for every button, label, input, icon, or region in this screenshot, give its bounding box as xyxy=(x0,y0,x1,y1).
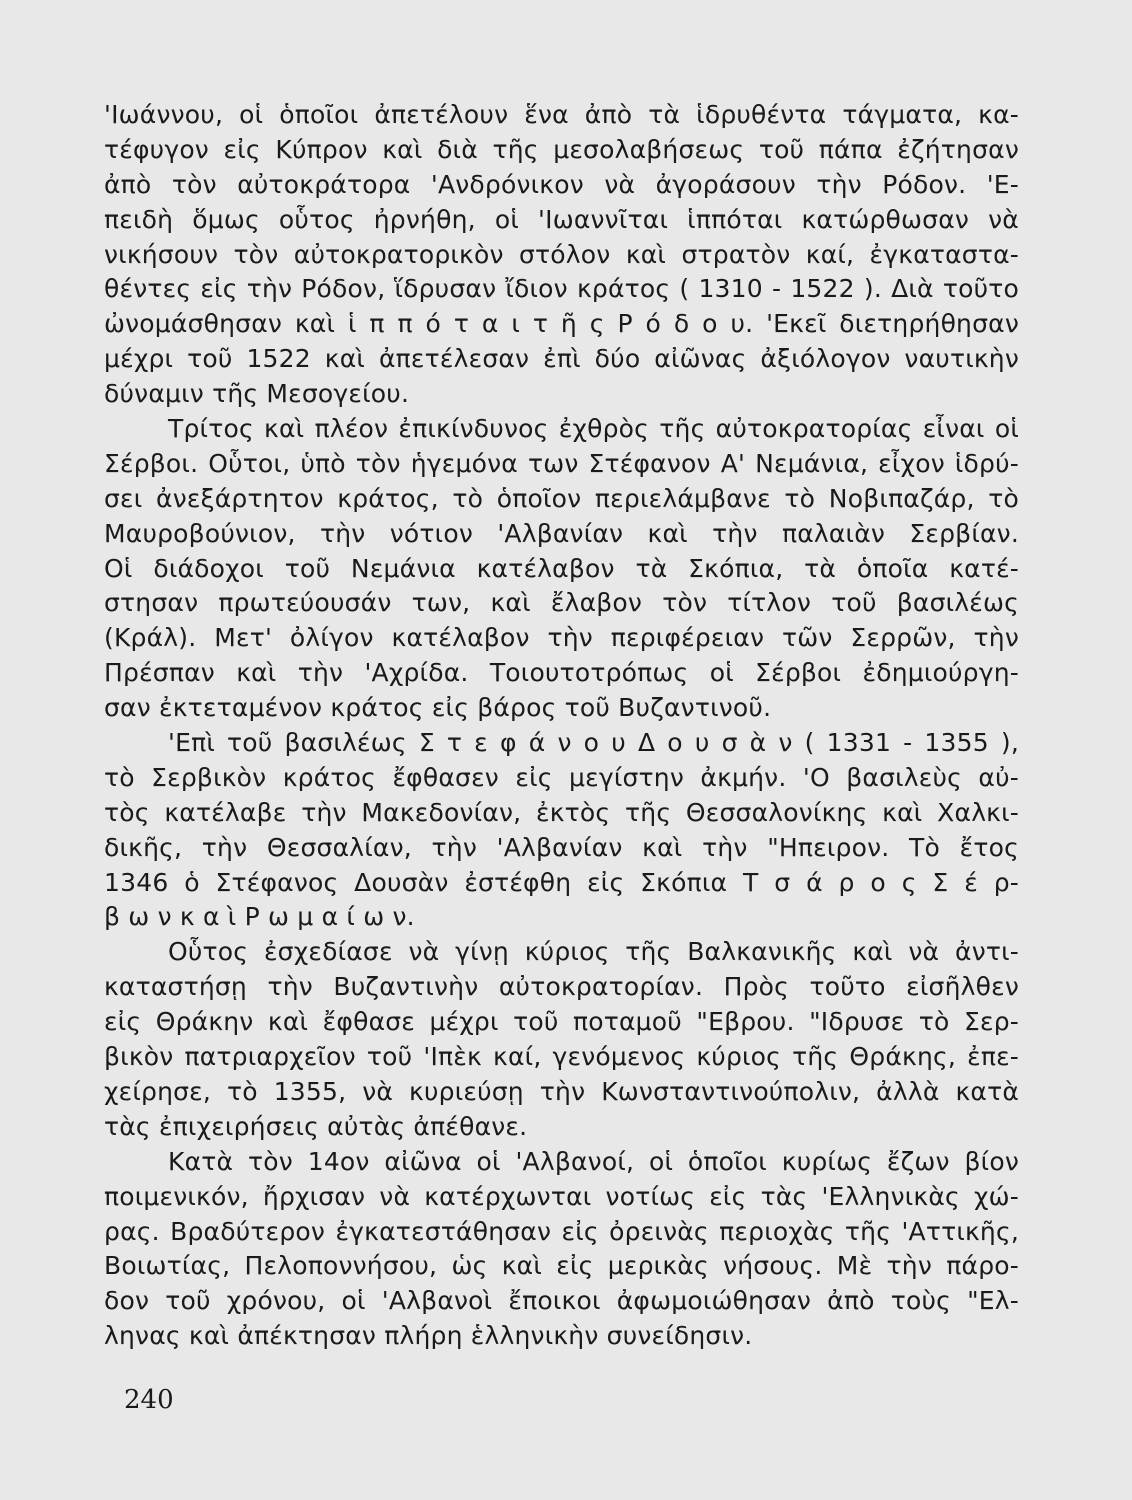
text-line: Πρέσπαν καὶ τὴν 'Αχρίδα. Τοιουτοτρόπως οἱ Σέρβοι ἐδημιούργη- xyxy=(104,658,1019,688)
page-number: 240 xyxy=(124,1385,174,1415)
paragraph-first-line: 'Επὶ τοῦ βασιλέως Σ τ ε φ ά ν ο υ Δ ο υ σ ὰ ν ( 1331 - 1355 ), xyxy=(168,728,1019,758)
text-line: Βοιωτίας, Πελοποννήσου, ὡς καὶ εἰς μερικὰς νήσους. Μὲ τὴν πάρο- xyxy=(104,1251,1019,1281)
text-line: βικὸν πατριαρχεῖον τοῦ 'Ιπὲκ καί, γενόμενος κύριος τῆς Θράκης, ἐπε- xyxy=(104,1042,1019,1072)
text-line: πειδὴ ὅμως οὗτος ἠρνήθη, οἱ 'Ιωαννῖται ἱππόται κατώρθωσαν νὰ xyxy=(104,204,1019,234)
text-line: νικήσουν τὸν αὐτοκρατορικὸν στόλον καὶ στρατὸν καί, ἐγκαταστα- xyxy=(104,239,1019,269)
text-line: Οἱ διάδοχοι τοῦ Νεμάνια κατέλαβον τὰ Σκόπια, τὰ ὁποῖα κατέ- xyxy=(104,553,1019,583)
body-text xyxy=(104,98,1019,1354)
text-line: β ω ν κ α ὶ Ρ ω μ α ί ω ν. xyxy=(104,902,415,932)
text-line: ρας. Βραδύτερον ἐγκατεστάθησαν εἰς ὀρεινὰς περιοχὰς τῆς 'Αττικῆς, xyxy=(104,1216,1019,1246)
text-line: δικῆς, τὴν Θεσσαλίαν, τὴν 'Αλβανίαν καὶ τὴν "Ηπειρον. Τὸ ἔτος xyxy=(104,832,1019,862)
paragraph-first-line: Οὗτος ἐσχεδίασε νὰ γίνῃ κύριος τῆς Βαλκανικῆς καὶ νὰ ἀντι- xyxy=(168,937,1019,967)
text-line: Μαυροβούνιον, τὴν νότιον 'Αλβανίαν καὶ τὴν παλαιὰν Σερβίαν. xyxy=(104,518,1019,548)
text-line: ποιμενικόν, ἤρχισαν νὰ κατέρχωνται νοτίως εἰς τὰς 'Ελληνικὰς χώ- xyxy=(104,1181,1019,1211)
text-line: τὸς κατέλαβε τὴν Μακεδονίαν, ἐκτὸς τῆς Θεσσαλονίκης καὶ Χαλκι- xyxy=(104,797,1019,827)
text-line: ὠνομάσθησαν καὶ ἱ π π ό τ α ι τ ῆ ς Ρ ό δ ο υ. 'Εκεῖ διετηρήθησαν xyxy=(104,309,1019,339)
text-line: χείρησε, τὸ 1355, νὰ κυριεύσῃ τὴν Κωνσταντινούπολιν, ἀλλὰ κατὰ xyxy=(104,1076,1019,1106)
text-line: τὸ Σερβικὸν κράτος ἔφθασεν εἰς μεγίστην ἀκμήν. 'Ο βασιλεὺς αὐ- xyxy=(104,762,1019,792)
text-line: καταστήσῃ τὴν Βυζαντινὴν αὐτοκρατορίαν. Πρὸς τοῦτο εἰσῆλθεν xyxy=(104,972,1019,1002)
text-line: τέφυγον εἰς Κύπρον καὶ διὰ τῆς μεσολαβήσεως τοῦ πάπα ἐζήτησαν xyxy=(104,134,1019,164)
text-line: μέχρι τοῦ 1522 καὶ ἀπετέλεσαν ἐπὶ δύο αἰῶνας ἀξιόλογον ναυτικὴν xyxy=(104,344,1019,374)
text-line: 1346 ὁ Στέφανος Δουσὰν ἐστέφθη εἰς Σκόπια Τ σ ά ρ ο ς Σ έ ρ- xyxy=(104,867,1019,897)
text-line: ἀπὸ τὸν αὐτοκράτορα 'Ανδρόνικον νὰ ἀγοράσουν τὴν Ρόδον. 'Ε- xyxy=(104,169,1019,199)
text-line: εἰς Θράκην καὶ ἔφθασε μέχρι τοῦ ποταμοῦ "Εβρου. "Ιδρυσε τὸ Σερ- xyxy=(104,1007,1019,1037)
text-line: 'Ιωάννου, οἱ ὁποῖοι ἀπετέλουν ἕνα ἀπὸ τὰ ἱδρυθέντα τάγματα, κα- xyxy=(104,100,1019,129)
text-line: σαν ἐκτεταμένον κράτος εἰς βάρος τοῦ Βυζαντινοῦ. xyxy=(104,693,772,723)
text-line: δύναμιν τῆς Μεσογείου. xyxy=(104,379,410,409)
text-line: ληνας καὶ ἀπέκτησαν πλήρη ἑλληνικὴν συνείδησιν. xyxy=(104,1321,753,1351)
text-line: δον τοῦ χρόνου, οἱ 'Αλβανοὶ ἔποικοι ἀφωμοιώθησαν ἀπὸ τοὺς "Ελ- xyxy=(104,1286,1019,1316)
text-line: Σέρβοι. Οὗτοι, ὑπὸ τὸν ἡγεμόνα των Στέφανον Α' Νεμάνια, εἶχον ἱδρύ- xyxy=(104,448,1019,478)
text-line: τὰς ἐπιχειρήσεις αὐτὰς ἀπέθανε. xyxy=(104,1111,528,1141)
text-line: (Κράλ). Μετ' ὀλίγον κατέλαβον τὴν περιφέρειαν τῶν Σερρῶν, τὴν xyxy=(104,623,1019,653)
paragraph-first-line: Κατὰ τὸν 14ον αἰῶνα οἱ 'Αλβανοί, οἱ ὁποῖοι κυρίως ἔζων βίον xyxy=(168,1146,1019,1176)
text-line: θέντες εἰς τὴν Ρόδον, ἵδρυσαν ἴδιον κράτος ( 1310 - 1522 ). Διὰ τοῦτο xyxy=(104,274,1019,304)
text-line: στησαν πρωτεύουσάν των, καὶ ἔλαβον τὸν τίτλον τοῦ βασιλέως xyxy=(104,588,1019,618)
paragraph-first-line: Τρίτος καὶ πλέον ἐπικίνδυνος ἐχθρὸς τῆς αὐτοκρατορίας εἶναι οἱ xyxy=(168,414,1019,444)
text-line: σει ἀνεξάρτητον κράτος, τὸ ὁποῖον περιελάμβανε τὸ Νοβιπαζάρ, τὸ xyxy=(104,483,1019,513)
